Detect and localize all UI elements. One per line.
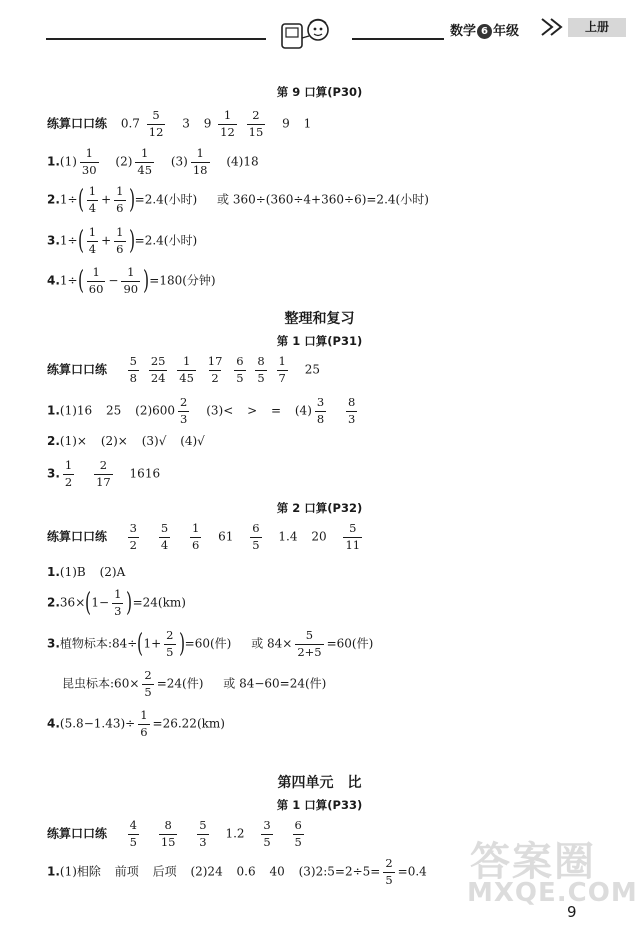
answer-part: (3) (170, 154, 188, 169)
answer-line-p32-q4 (47, 710, 225, 738)
answer-part: (2) (115, 154, 133, 169)
answer-part: 后项 (152, 864, 177, 879)
drill-value: 9 (282, 116, 290, 131)
fraction: $\frac{17}{2}$ (207, 354, 223, 385)
expression-result: =180(分钟) (149, 273, 216, 288)
drill-value: 61 (218, 529, 234, 544)
answer-part: 0.6 (236, 864, 256, 879)
question-number: 3. (47, 233, 60, 248)
alternate-solution: 或 360÷(360÷4+360÷6)=2.4(小时) (217, 192, 429, 207)
answer-part: (3)2:5=2÷5= (298, 864, 381, 879)
expression-result: =2.4(小时) (134, 192, 198, 207)
fraction: $\frac{2}{17}$ (96, 458, 111, 489)
fraction: $\frac{1}{12}$ (220, 108, 235, 139)
fraction: $\frac{1}{6}$ (191, 521, 200, 552)
answer-part: =0.4 (397, 864, 427, 879)
header-grade-suffix: 年级 (493, 24, 520, 39)
answer-line-p30-q2: 2.1÷( $\frac{1}{4}$ + $\frac{1}{6}$ )=2.4(小时) 或 360÷(360÷4+360÷6)=2.4(小时) (47, 184, 429, 215)
page-number: 9 (567, 903, 577, 921)
question-number: 2. (47, 434, 60, 448)
drill-value: 3 (182, 116, 190, 131)
question-number: 1. (47, 154, 60, 169)
alternate-solution: 或 84× (251, 636, 293, 651)
fraction: $\frac{5}{12}$ (148, 108, 164, 139)
drill-value: 1.2 (225, 826, 245, 841)
section-title-p33: 第 1 口算(P33) (276, 798, 363, 812)
question-number: 1. (47, 565, 60, 579)
fraction: $\frac{1}{30}$ (81, 146, 97, 177)
question-number: 1. (47, 864, 60, 879)
fraction: $\frac{6}{5}$ (252, 521, 260, 552)
header-rule-left (46, 38, 266, 40)
fraction: $\frac{6}{5}$ (294, 818, 302, 849)
fraction: $\frac{1}{6}$ (116, 184, 124, 215)
fraction: $\frac{3}{2}$ (129, 521, 137, 552)
fraction: $\frac{2}{5}$ (166, 628, 174, 659)
answer-line-p30-q4: 4.1÷( $\frac{1}{60}$ − $\frac{1}{90}$ )=180(分钟) (47, 265, 216, 296)
section-title-p32: 第 2 口算(P32) (276, 501, 363, 515)
drill-row-p32 (47, 523, 365, 551)
expression-part: 1÷ (59, 192, 78, 207)
section-title-p31: 第 1 口算(P31) (276, 334, 363, 348)
expression-part: 1÷ (59, 233, 78, 248)
fraction: $\frac{5}{11}$ (345, 521, 361, 552)
alternate-solution: 或 84−60=24(件) (223, 676, 327, 691)
answer-line-p30-q3: 3.1÷( $\frac{1}{4}$ + $\frac{1}{6}$ )=2.4(小时) (47, 225, 198, 256)
fraction: $\frac{8}{15}$ (160, 818, 176, 849)
expression-part: :84÷ (107, 636, 138, 651)
drill-value: 1.4 (278, 529, 298, 544)
question-number: 3. (47, 636, 60, 651)
answer-line-p31-q3 (47, 460, 160, 488)
fraction: $\frac{6}{5}$ (236, 354, 244, 385)
expression-part: :60× (110, 676, 140, 691)
expression-part: 1÷ (59, 273, 78, 288)
fraction: $\frac{5}{2+5}$ (297, 628, 322, 659)
answer-part: (4) (294, 403, 312, 418)
question-number: 4. (47, 273, 60, 288)
drill-row-p30 (47, 110, 311, 138)
fraction: $\frac{1}{18}$ (192, 146, 208, 177)
fraction: $\frac{1}{4}$ (88, 225, 97, 256)
fraction: $\frac{3}{5}$ (263, 818, 271, 849)
drill-value: 9 (203, 116, 212, 131)
answer-part: = (270, 403, 282, 418)
fraction: $\frac{1}{45}$ (179, 354, 194, 385)
fraction: $\frac{2}{3}$ (180, 395, 188, 426)
fraction: $\frac{2}{5}$ (144, 668, 152, 699)
answer-line-p31-q1 (47, 397, 360, 425)
unit-title-ratio: 第四单元 比 (277, 775, 362, 791)
answer-part: (1)相除 (59, 864, 101, 879)
answer-line-p30-q1 (47, 148, 259, 176)
fraction: $\frac{2}{15}$ (248, 108, 264, 139)
fraction: $\frac{1}{6}$ (116, 225, 124, 256)
expression-result: =2.4(小时) (134, 233, 198, 248)
answer-part: (3)√ (141, 434, 167, 448)
fraction: $\frac{1}{60}$ (88, 265, 104, 296)
drill-label: 练算口口练 (47, 826, 108, 841)
fraction: $\frac{3}{8}$ (316, 395, 325, 426)
expression-part: 36× (59, 595, 86, 610)
answer-line-p32-q1 (47, 565, 125, 579)
watermark-url-text: MXQE.COM (467, 878, 638, 908)
answer-part: 前项 (114, 864, 139, 879)
drill-label: 练算口口练 (47, 529, 108, 544)
expression-result: =24(km) (132, 595, 186, 610)
question-number: 1. (47, 403, 60, 418)
mascot-icon (276, 14, 336, 54)
answer-part: 1616 (129, 466, 161, 481)
answer-line-p33-q1 (47, 858, 427, 886)
drill-value: 1 (303, 116, 312, 131)
expression-result: =60(件) (326, 636, 374, 651)
answer-part: (4)√ (180, 434, 205, 448)
drill-value: 25 (304, 362, 320, 377)
question-number: 2. (47, 192, 60, 207)
label-insect-specimen: 昆虫标本 (62, 676, 111, 691)
expression-result: =24(件) (156, 676, 204, 691)
answer-part: (3)< (206, 403, 234, 418)
question-number: 2. (47, 595, 60, 610)
answer-part: (1)B (59, 565, 86, 579)
answer-part: 25 (106, 403, 122, 418)
drill-value: 20 (311, 529, 327, 544)
drill-row-p31 (47, 356, 320, 384)
answer-line-p31-q2 (47, 434, 205, 448)
fraction: $\frac{8}{3}$ (348, 395, 356, 426)
header-rule-right (352, 38, 444, 40)
expression-result: =26.22(km) (152, 716, 225, 731)
answer-part: (2)A (99, 565, 126, 579)
fraction: $\frac{1}{6}$ (140, 708, 148, 739)
fraction: $\frac{1}{4}$ (88, 184, 97, 215)
answer-part: 40 (269, 864, 285, 879)
drill-label: 练算口口练 (47, 116, 108, 131)
fraction: $\frac{4}{5}$ (129, 818, 137, 849)
unit-title-review: 整理和复习 (284, 311, 355, 327)
double-chevron-icon (540, 16, 568, 41)
header-grade-badge: 6 (477, 24, 492, 39)
watermark-logo-text: 答案圈 (470, 839, 596, 885)
answer-part: (1)16 (59, 403, 93, 418)
expression-result: =60(件) (184, 636, 232, 651)
answer-part: (1) (59, 154, 77, 169)
section-title-p30: 第 9 口算(P30) (276, 85, 363, 99)
fraction: $\frac{25}{24}$ (150, 354, 166, 385)
answer-part: (2)× (100, 434, 128, 448)
fraction: $\frac{1}{7}$ (278, 354, 286, 385)
answer-line-p32-q2: 2.36×(1− $\frac{1}{3}$ )=24(km) (47, 587, 186, 618)
fraction: $\frac{1}{3}$ (114, 587, 122, 618)
fraction: $\frac{5}{3}$ (199, 818, 207, 849)
answer-line-p32-q3b (62, 670, 326, 698)
fraction: $\frac{5}{4}$ (160, 521, 169, 552)
answer-part: (4)18 (226, 154, 259, 169)
fraction: $\frac{5}{8}$ (129, 354, 137, 385)
answer-part: > (247, 403, 258, 418)
fraction: $\frac{1}{2}$ (64, 458, 73, 489)
fraction: $\frac{8}{5}$ (257, 354, 265, 385)
header-subject-name: 数学 (450, 24, 477, 39)
drill-row-p33 (47, 820, 307, 848)
fraction: $\frac{1}{45}$ (137, 146, 153, 177)
answer-part: (2)600 (135, 403, 176, 418)
drill-label: 练算口口练 (47, 362, 108, 377)
header-subject (450, 20, 519, 39)
header-volume: 上册 (568, 18, 626, 37)
drill-value: 0.7 (120, 116, 140, 131)
fraction: $\frac{1}{90}$ (123, 265, 139, 296)
question-number: 4. (47, 716, 60, 731)
answer-part: (2)24 (190, 864, 223, 879)
answer-line-p32-q3: 3.植物标本:84÷(1+ $\frac{2}{5}$ )=60(件) 或 84× $\frac{5}{2+5}$ =60(件) (47, 628, 374, 659)
expression-part: (5.8−1.43)÷ (59, 716, 136, 731)
label-plant-specimen: 植物标本 (59, 636, 108, 651)
fraction: $\frac{2}{5}$ (385, 856, 393, 887)
answer-part: (1)× (59, 434, 87, 448)
question-number: 3. (47, 466, 60, 481)
